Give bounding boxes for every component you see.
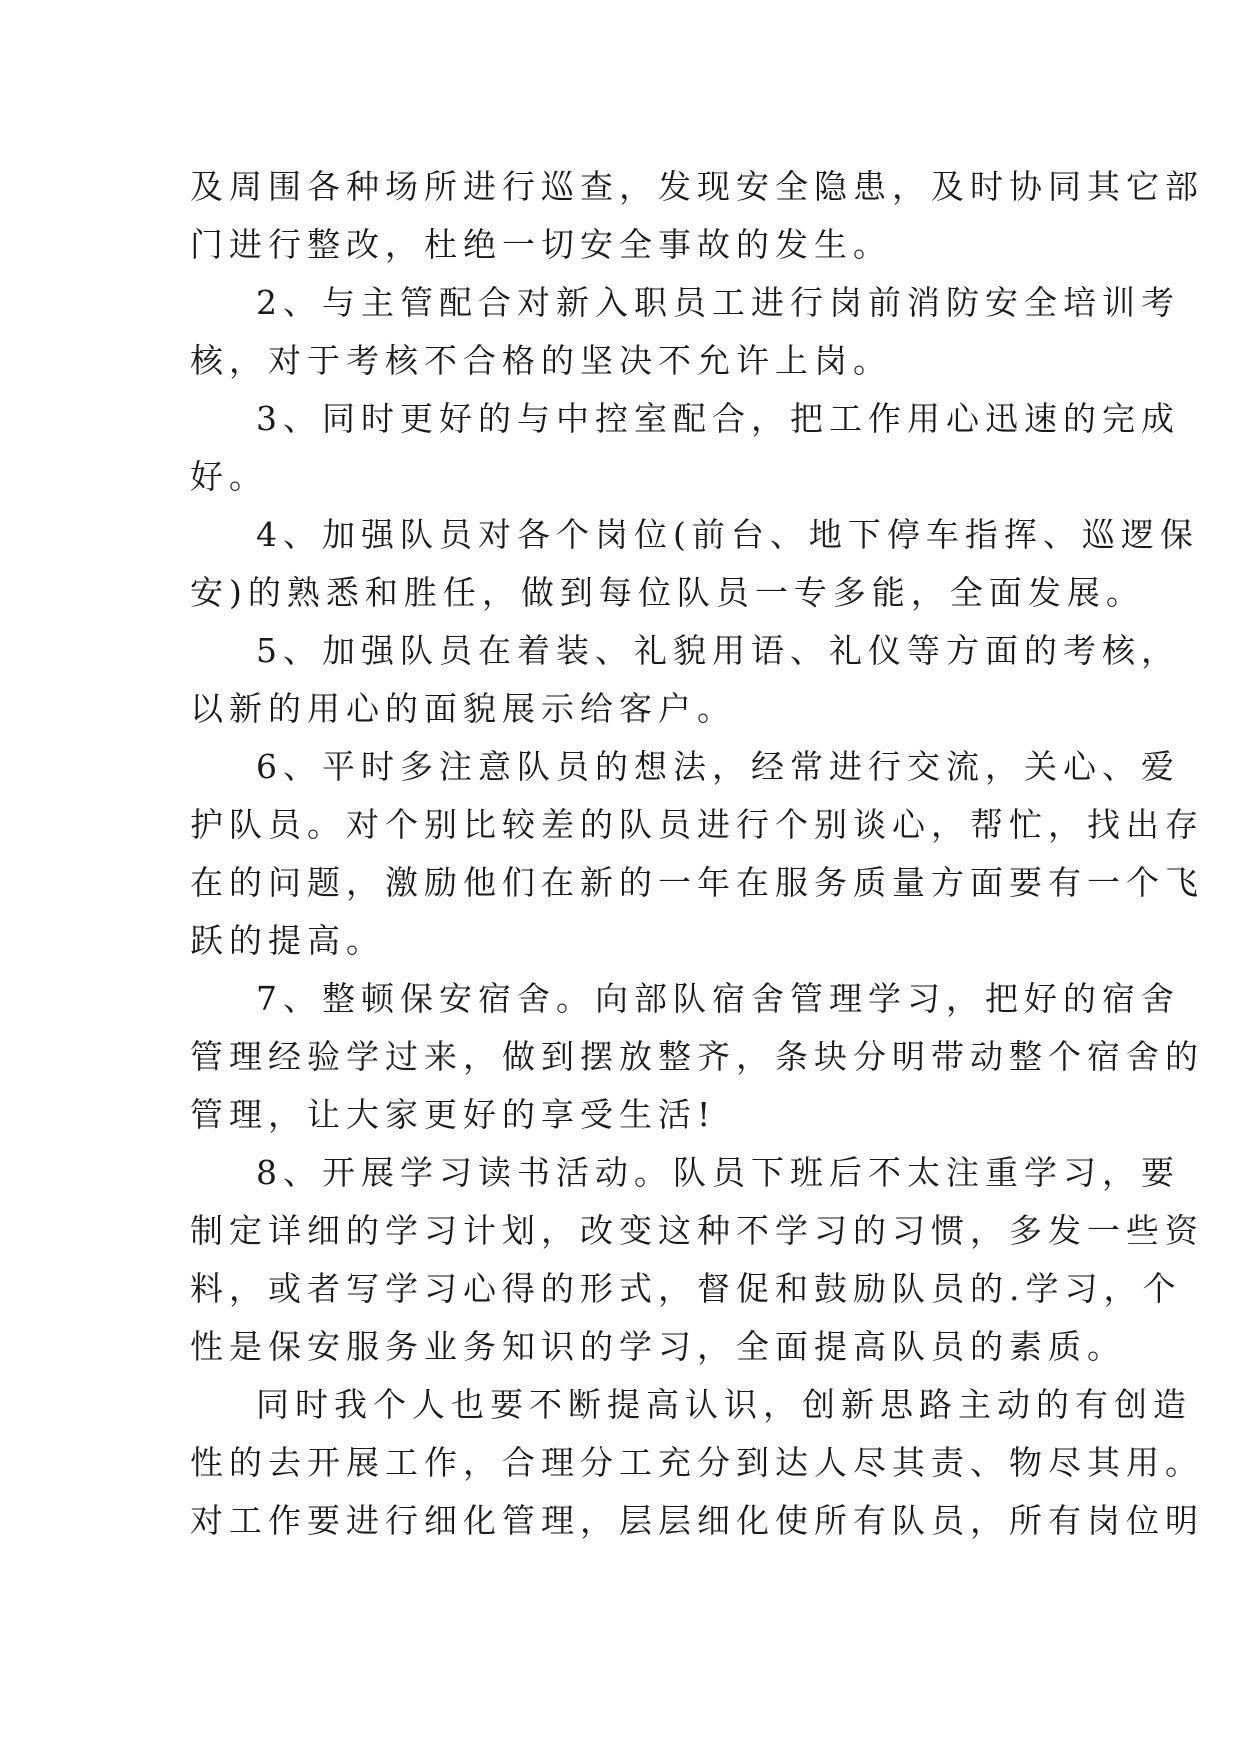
text-line: 7、整顿保安宿舍。向部队宿舍管理学习，把好的宿舍	[256, 979, 1180, 1018]
paragraph	[190, 970, 1204, 1144]
document-body	[190, 158, 1204, 1550]
paragraph	[190, 1376, 1204, 1550]
text-line: 核，对于考核不合格的坚决不允许上岗。	[190, 341, 892, 380]
text-line: 跃的提高。	[190, 921, 385, 960]
text-line: 8、开展学习读书活动。队员下班后不太注重学习，要	[256, 1153, 1180, 1192]
text-line: 3、同时更好的与中控室配合，把工作用心迅速的完成	[256, 399, 1180, 438]
text-line: 性的去开展工作，合理分工充分到达人尽其责、物尽其用。	[190, 1443, 1204, 1482]
text-line: 料，或者写学习心得的形式，督促和鼓励队员的.学习，个	[190, 1269, 1182, 1308]
paragraph	[190, 506, 1199, 622]
paragraph	[190, 622, 1180, 738]
paragraph	[190, 1144, 1204, 1376]
text-line: 在的问题，激励他们在新的一年在服务质量方面要有一个飞	[190, 863, 1204, 902]
text-line: 管理，让大家更好的享受生活!	[190, 1095, 717, 1134]
paragraph	[190, 274, 1180, 390]
text-line: 对工作要进行细化管理，层层细化使所有队员，所有岗位明	[190, 1501, 1204, 1540]
text-line: 制定详细的学习计划，改变这种不学习的习惯，多发一些资	[190, 1211, 1204, 1250]
text-line: 5、加强队员在着装、礼貌用语、礼仪等方面的考核，	[256, 631, 1180, 670]
text-line: 好。	[190, 457, 268, 496]
paragraph	[190, 738, 1204, 970]
paragraph	[190, 158, 1204, 274]
text-line: 性是保安服务业务知识的学习，全面提高队员的素质。	[190, 1327, 1126, 1366]
text-line: 6、平时多注意队员的想法，经常进行交流，关心、爱	[256, 747, 1180, 786]
text-line: 安)的熟悉和胜任，做到每位队员一专多能，全面发展。	[190, 573, 1145, 612]
text-line: 管理经验学过来，做到摆放整齐，条块分明带动整个宿舍的	[190, 1037, 1204, 1076]
text-line: 及周围各种场所进行巡查，发现安全隐患，及时协同其它部	[190, 167, 1204, 206]
text-line: 2、与主管配合对新入职员工进行岗前消防安全培训考	[256, 283, 1180, 322]
text-line: 门进行整改，杜绝一切安全事故的发生。	[190, 225, 892, 264]
text-line: 护队员。对个别比较差的队员进行个别谈心，帮忙，找出存	[190, 805, 1204, 844]
text-line: 以新的用心的面貌展示给客户。	[190, 689, 736, 728]
text-line: 同时我个人也要不断提高认识，创新思路主动的有创造	[256, 1385, 1192, 1424]
paragraph	[190, 390, 1180, 506]
text-line: 4、加强队员对各个岗位(前台、地下停车指挥、巡逻保	[256, 515, 1199, 554]
